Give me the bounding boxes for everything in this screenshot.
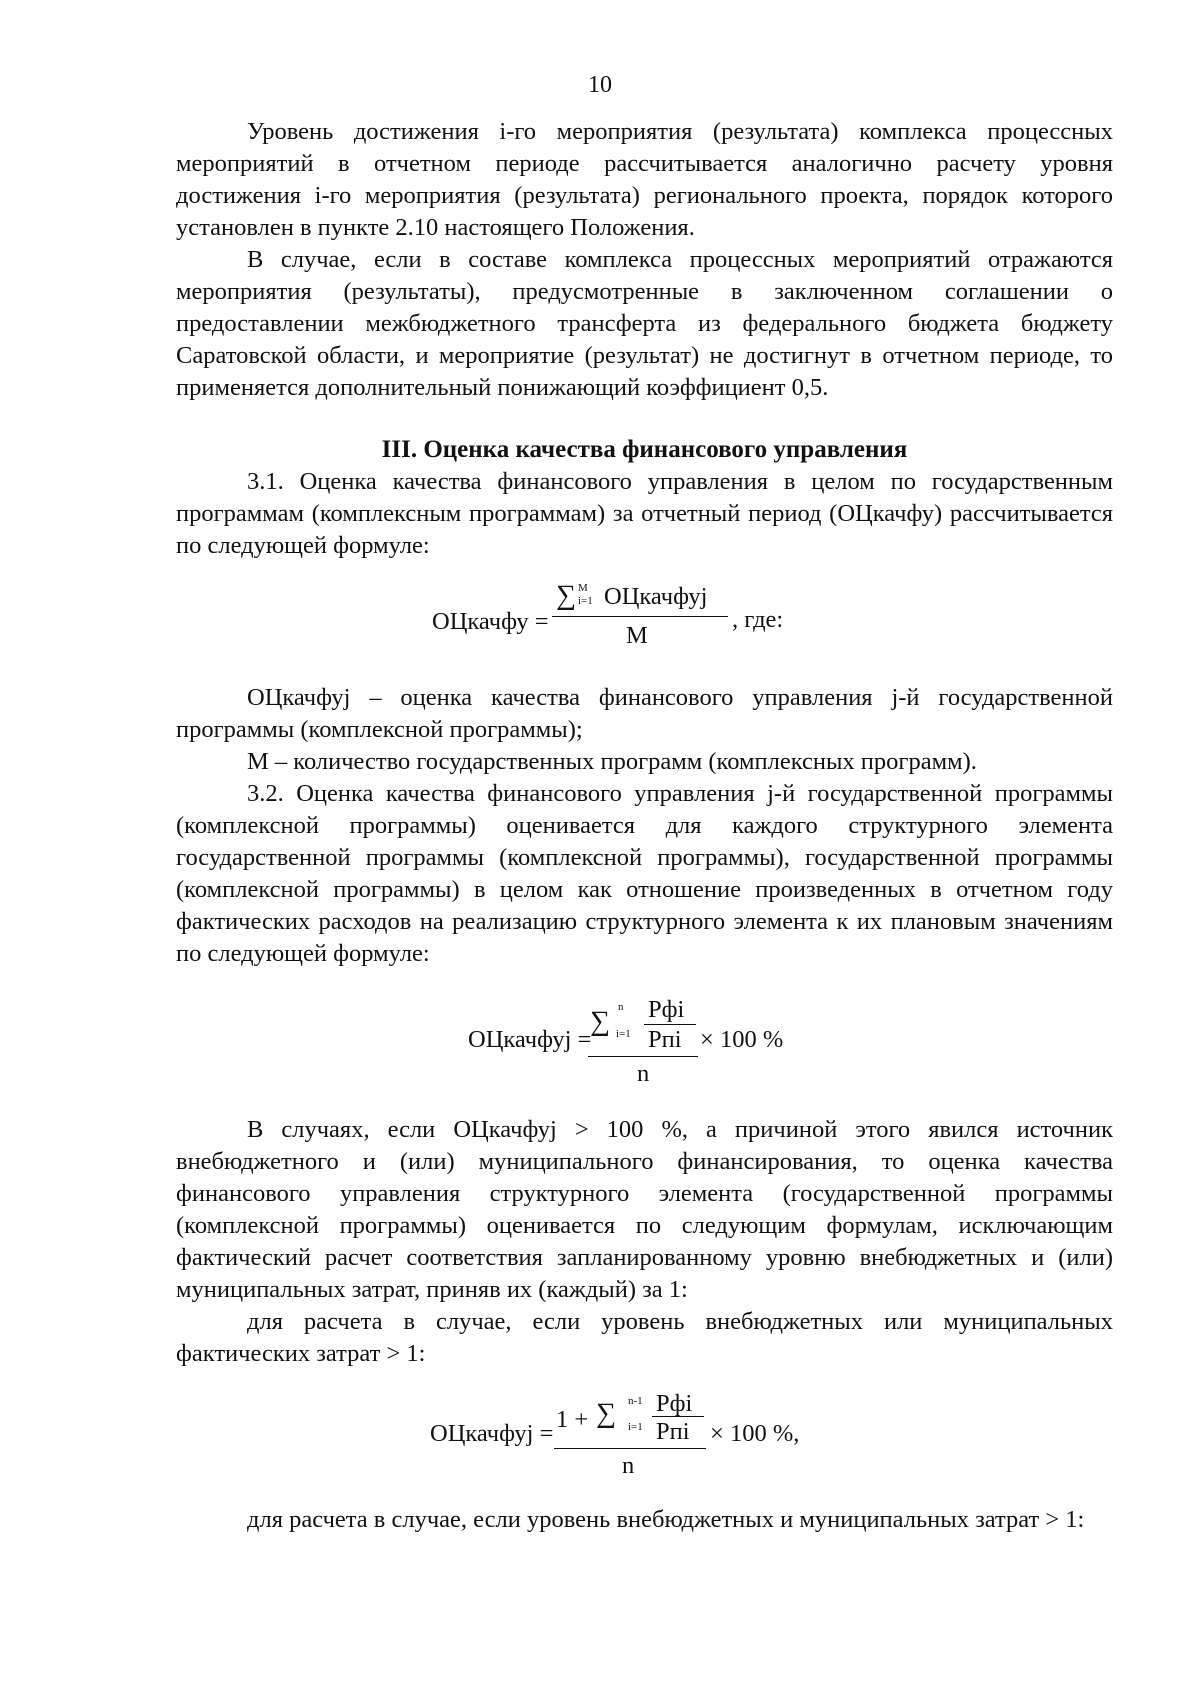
paragraph-achievement-level: Уровень достижения i-го мероприятия (результата) комплекса процессных мероприятий в отчетном периоде рассчитывается аналогично расчету уровня достижения i-го мероприятия (результата) регионального проекта, порядок которого установлен в пункте 2.10 настоящего Положения. [176, 118, 1113, 241]
formula2-inner-numerator: Рфi [648, 996, 685, 1023]
page-number: 10 [588, 72, 612, 98]
formula3-fraction-line [554, 1448, 706, 1449]
formula3-inner-denominator: Рпi [656, 1418, 690, 1445]
formula3-sigma: ∑ [596, 1398, 616, 1429]
formula3-upper-limit: n-1 [628, 1395, 643, 1407]
formula1-numerator: ОЦкачфуj [604, 583, 708, 610]
formula2-times: × 100 % [700, 1026, 784, 1053]
formula2-lower-limit: i=1 [616, 1028, 631, 1040]
formula2-fraction-line [588, 1056, 698, 1057]
document-body [176, 116, 1113, 1536]
paragraph-case-1: для расчета в случае, если уровень внебюджетных или муниципальных фактических затрат > 1: [176, 1308, 1113, 1367]
formula-ocachfuj [176, 992, 1113, 1090]
formula3-one-plus: 1 + [556, 1406, 589, 1433]
formula2-sigma: ∑ [590, 1006, 610, 1037]
formula2-lhs: ОЦкачфуj = [468, 1026, 592, 1053]
formula1-sigma: ∑ [556, 580, 576, 611]
paragraph-3-1: 3.1. Оценка качества финансового управления в целом по государственным программам (комплексным программам) за отчетный период (ОЦкачфу) рассчитывается по следующей формуле: [176, 468, 1113, 559]
formula2-inner-denominator: Рпi [648, 1026, 682, 1053]
formula3-inner-numerator: Рфi [656, 1390, 693, 1417]
definition-m: M – количество государственных программ (комплексных программ). [247, 748, 977, 775]
formula2-denominator: n [637, 1060, 650, 1087]
paragraph-cases: В случаях, если ОЦкачфуj > 100 %, а причиной этого явился источник внебюджетного и (или) муниципального финансирования, то оценка качества финансового управления структурного элемента (государственной программы (комплексной программы) оценивается по следующим формулам, исключающим фактический расчет соответствия запланированному уровню внебюджетных и (или) муниципальных затрат, приняв их (каждый) за 1: [176, 1116, 1113, 1303]
formula-ocachfuj-adjusted [176, 1390, 1113, 1482]
paragraph-case-2: для расчета в случае, если уровень внебюджетных и муниципальных затрат > 1: [247, 1506, 1085, 1533]
formula3-lower-limit: i=1 [628, 1421, 643, 1433]
formula1-upper-limit: M [578, 582, 588, 594]
formula1-lhs: ОЦкачфу = [432, 608, 549, 635]
formula3-denominator: n [622, 1452, 635, 1479]
paragraph-reduction-coefficient: В случае, если в составе комплекса процессных мероприятий отражаются мероприятия (результаты), предусмотренные в заключенном соглашении о предоставлении межбюджетного трансферта из федерального бюджета бюджету Саратовской области, и мероприятие (результат) не достигнут в отчетном периоде, то применяется дополнительный понижающий коэффициент 0,5. [176, 246, 1113, 401]
formula3-times: × 100 %, [710, 1420, 800, 1447]
formula1-lower-limit: i=1 [578, 595, 593, 607]
definition-ocachfuj: ОЦкачфуj – оценка качества финансового управления j-й государственной программы (комплексной программы); [176, 684, 1113, 743]
formula1-suffix: , где: [732, 606, 784, 633]
formula2-upper-limit: n [618, 1001, 624, 1013]
formula-ocachfu [176, 582, 1113, 656]
formula1-denominator: M [626, 622, 648, 649]
formula1-fraction-line [552, 616, 728, 617]
section-title: III. Оценка качества финансового управления [381, 436, 908, 463]
paragraph-3-2: 3.2. Оценка качества финансового управления j-й государственной программы (комплексной программы) оценивается для каждого структурного элемента государственной программы (комплексной программы), государственной программы (комплексной программы) в целом как отношение произведенных в отчетном году фактических расходов на реализацию структурного элемента к их плановым значениям по следующей формуле: [176, 780, 1113, 967]
formula3-lhs: ОЦкачфуj = [430, 1420, 554, 1447]
